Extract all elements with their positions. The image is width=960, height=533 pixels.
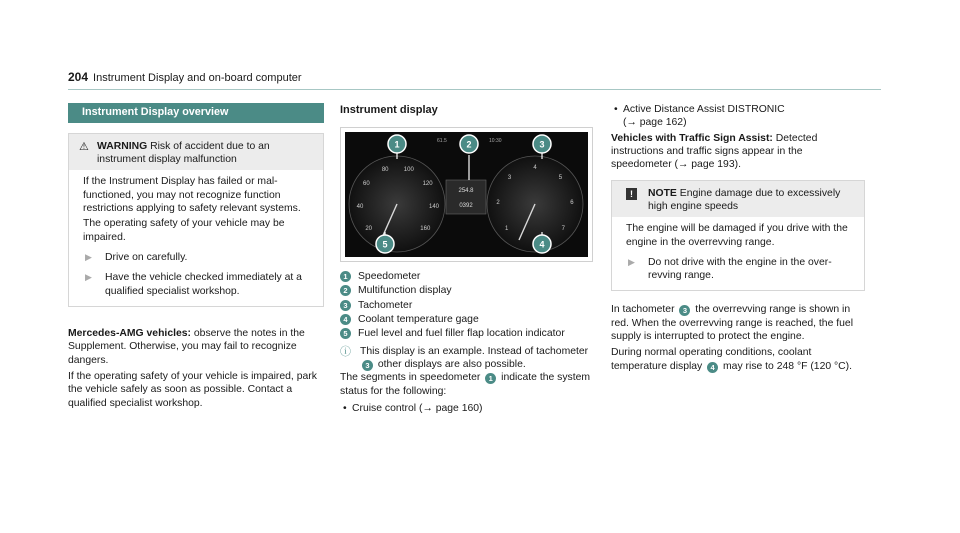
legend-item: 2 Multifunction display bbox=[340, 284, 594, 297]
warning-icon: ⚠ bbox=[79, 140, 89, 153]
instrument-cluster-illustration bbox=[345, 132, 588, 257]
gauge-tick-label: 7 bbox=[561, 225, 565, 232]
svg-text:5: 5 bbox=[382, 239, 388, 250]
top-right-readout: 10:30 bbox=[489, 138, 502, 145]
note-text: The engine will be damaged if you drive with the engine in the overrevving range. bbox=[626, 223, 848, 248]
bullet-cruise-control: • Cruise control (→ page 160) bbox=[343, 402, 483, 414]
center-readout-bottom: 0392 bbox=[459, 203, 473, 210]
gauge-tick-label: 3 bbox=[507, 175, 512, 182]
gauge-tick-label: 80 bbox=[381, 166, 389, 173]
svg-text:3: 3 bbox=[539, 139, 545, 150]
gauge-tick-label: 2 bbox=[496, 199, 500, 206]
warning-label: WARNING bbox=[97, 140, 148, 152]
column-right bbox=[611, 103, 865, 373]
gauge-tick-label: 1 bbox=[505, 225, 509, 232]
legend-item: 4 Coolant temperature gage bbox=[340, 313, 594, 326]
overrevving-paragraph: In tachometer 3 the overrevving range is shown in red. When the overrevving range is reached, the fuel supply is interrupted to protect the engine. bbox=[611, 304, 854, 343]
gauge-tick-label: 4 bbox=[533, 165, 537, 172]
gauge-tick-label: 60 bbox=[363, 181, 370, 188]
amg-paragraph: Mercedes-AMG vehicles: observe the notes in the Supplement. Otherwise, you may fail to recognize dangers. bbox=[68, 327, 305, 366]
column-middle bbox=[340, 103, 594, 415]
step-arrow-icon: ▶ bbox=[85, 272, 92, 283]
svg-text:1: 1 bbox=[394, 139, 400, 150]
legend-item: 1 Speedometer bbox=[340, 270, 594, 283]
legend-item: 5 Fuel level and fuel filler flap location indicator bbox=[340, 327, 594, 340]
top-left-readout: 61.5 bbox=[437, 138, 447, 145]
warning-text: If the Instrument Display has failed or malfunctioned, you may not recognize function restrictions applying to safety relevant systems. bbox=[83, 176, 301, 215]
info-note: ⓘ This display is an example. Instead of tachometer 3 other displays are also possible. bbox=[340, 345, 589, 370]
note-box bbox=[611, 180, 865, 292]
operating-safety-paragraph: If the operating safety of your vehicle is impaired, park the vehicle safely as soon as possible. Contact a qualified specialist workshop. bbox=[68, 370, 317, 409]
gauge-tick-label: 40 bbox=[356, 203, 364, 210]
info-icon: ⓘ bbox=[340, 345, 351, 358]
gauge-tick-label: 120 bbox=[422, 181, 433, 188]
page-number: 204 bbox=[68, 70, 89, 84]
step-arrow-icon: ▶ bbox=[85, 252, 92, 262]
warning-step-2: ▶ Have the vehicle checked immediately at a qualified specialist workshop. bbox=[85, 272, 302, 297]
page-header bbox=[68, 70, 881, 90]
traffic-sign-paragraph: Vehicles with Traffic Sign Assist: Detected instructions and traffic signs appear in the speedometer (→ page 193). bbox=[611, 132, 818, 171]
exclamation-icon: ! bbox=[626, 188, 637, 200]
note-label: NOTE bbox=[648, 187, 677, 199]
section-title: Instrument Display overview bbox=[68, 103, 324, 123]
warning-heading: Risk of accident due to an instrument display malfunction bbox=[97, 140, 270, 166]
gauge-tick-label: 6 bbox=[570, 199, 574, 206]
instrument-cluster-figure bbox=[340, 127, 593, 262]
gauge-tick-label: 20 bbox=[365, 225, 373, 232]
warning-text-2: The operating safety of your vehicle may be impaired. bbox=[83, 218, 285, 243]
legend-item: 3 Tachometer bbox=[340, 299, 594, 312]
gauge-tick-label: 5 bbox=[558, 175, 563, 182]
center-readout-top: 254.8 bbox=[458, 188, 474, 195]
warning-box bbox=[68, 133, 324, 307]
gauge-tick-label: 140 bbox=[428, 203, 440, 210]
coolant-paragraph: During normal operating conditions, coolant temperature display 4 may rise to 248 °F (120 °C). bbox=[611, 347, 853, 372]
note-heading: Engine damage due to excessively high engine speeds bbox=[648, 187, 841, 212]
figure-legend bbox=[340, 270, 594, 341]
svg-text:4: 4 bbox=[539, 239, 545, 250]
bullet-distronic: • Active Distance Assist DISTRONIC (→ page 162) bbox=[614, 104, 785, 129]
instrument-display-heading: Instrument display bbox=[340, 104, 438, 116]
gauge-tick-label: 100 bbox=[403, 166, 414, 173]
warning-step-1: ▶ Drive on carefully. bbox=[85, 252, 188, 263]
step-arrow-icon: ▶ bbox=[628, 256, 635, 267]
header-title: Instrument Display and on-board computer bbox=[93, 72, 302, 84]
note-step-1: ▶ Do not drive with the engine in the overrevving range. bbox=[628, 256, 832, 282]
segments-paragraph: The segments in speedometer 1 indicate the system status for the following: bbox=[340, 372, 591, 397]
svg-text:2: 2 bbox=[466, 139, 472, 150]
gauge-tick-label: 160 bbox=[420, 225, 431, 232]
column-left bbox=[68, 103, 324, 410]
